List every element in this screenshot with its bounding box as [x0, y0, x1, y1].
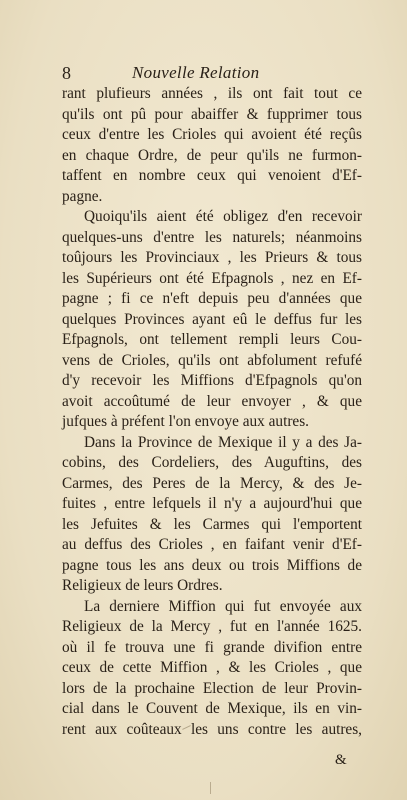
text-line: Religieux de leurs Ordres. [62, 577, 223, 594]
text-line: qu'ils ont pû pour abaiffer & fupprimer tous [62, 105, 362, 123]
text-line: toûjours les Provinciaux , les Prieurs & tous [62, 249, 362, 266]
text-line: quelques Provinces ayant eû le deffus fur les [62, 310, 362, 328]
text-line: pagne ; fi ce n'eft depuis peu d'années que [62, 290, 362, 307]
text-line: les Jefuites & les Carmes qui l'emportent [62, 515, 362, 533]
text-line: La derniere Miffion qui fut envoyée aux [84, 597, 362, 615]
text-line: en chaque Ordre, de peur qu'ils ne furmon- [62, 146, 362, 164]
text-line: rant plufieurs années , ils ont fait tout ce [62, 85, 362, 102]
running-title: Nouvelle Relation [132, 63, 260, 82]
text-line: fuites , entre lefquels il n'y a aujourd'hui que [62, 495, 362, 512]
text-line: ceux d'entre les Crioles qui avoient été reçûs [62, 126, 362, 143]
text-line: Religieux de la Mercy , fut en l'année 1625. [62, 618, 362, 635]
text-line: pagne. [62, 187, 103, 205]
text-line: cobins, des Cordeliers, des Auguftins, des [62, 454, 362, 471]
text-line: avoit accoûtumé de leur envoyer , & que [62, 392, 362, 410]
page-mark [210, 782, 211, 794]
text-line: au deffus des Crioles , en faifant venir d'Ef- [62, 536, 362, 553]
text-line: Quoiqu'ils aient été obligez d'en recevoir [84, 208, 362, 225]
text-line: taffent en nombre ceux qui venoient d'Ef- [62, 167, 362, 184]
text-line: ceux de cette Miffion , & les Crioles , que [62, 659, 362, 676]
text-line: pagne tous les ans deux ou trois Miffions de [62, 556, 362, 574]
body-text [62, 84, 362, 740]
page-number: 8 [62, 63, 71, 83]
text-line: Efpagnols, ont tellement rempli leurs Cou- [62, 331, 362, 348]
catchword: & [335, 752, 347, 768]
text-line: où il fe trouva une fi grande divifion entre [62, 638, 362, 656]
text-line: les Supérieurs ont été Efpagnols , nez en Ef- [62, 269, 362, 287]
page-header [62, 62, 362, 84]
text-line: jufques à préfent l'on envoye aux autres. [62, 413, 309, 430]
text-line: Dans la Province de Mexique il y a des Ja- [84, 433, 362, 451]
text-line: d'y recevoir les Miffions d'Efpagnols qu'on [62, 372, 362, 389]
text-line: rent aux coûteaux les uns contre les autres, [62, 720, 362, 738]
text-line: vens de Crioles, qu'ils ont abfolument refufé [62, 351, 362, 369]
text-line: quelques-uns d'entre les naturels; néanmoins [62, 228, 362, 246]
text-line: Carmes, des Peres de la Mercy, & des Je- [62, 474, 362, 492]
text-line: cial dans le Couvent de Mexique, ils en vin- [62, 700, 362, 717]
text-line: lors de la prochaine Election de leur Provin- [62, 679, 362, 697]
